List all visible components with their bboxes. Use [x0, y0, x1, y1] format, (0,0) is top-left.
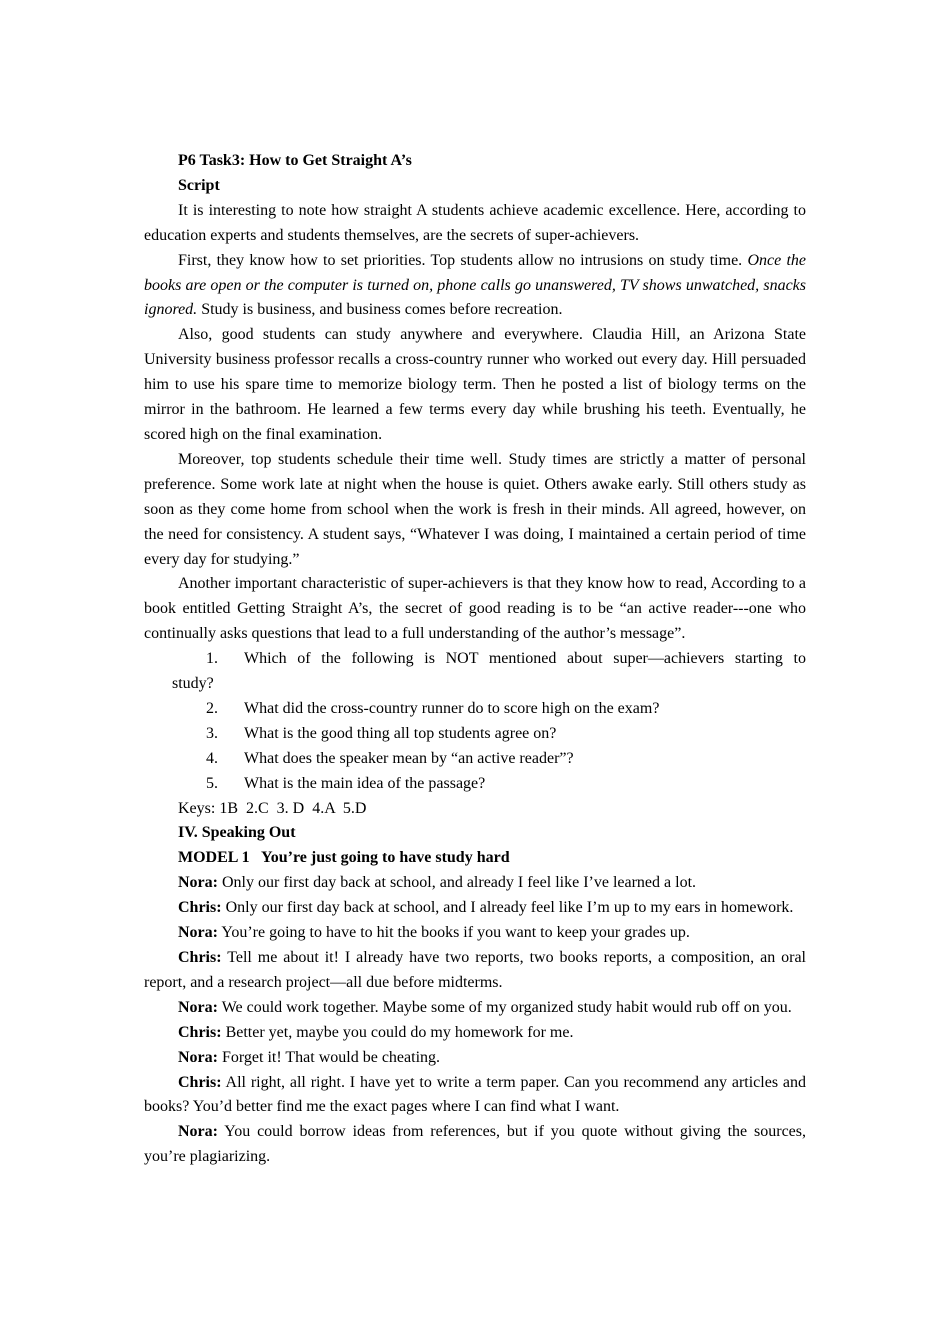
question-item: [144, 647, 806, 672]
paragraph-text: Moreover, top students schedule their time well. Study times are strictly a matter of personal preference. Some work late at night when the house is quiet. Others awake early. Still others study as soon as they come home from school when the work is fresh in their minds. All agreed, however, on the need for consistency. A student says, “Whatever I was doing, I maintained a certain period of time every day for studying.”: [144, 450, 806, 568]
dialogue-text: Tell me about it! I already have two reports, two books reports, a composition, an oral report, and a research project—all due before midterms.: [144, 949, 806, 991]
dialogue-line: [144, 921, 806, 946]
question-text: What is the main idea of the passage?: [244, 774, 486, 792]
question-text: Which of the following is NOT mentioned about super—achievers starting to: [244, 650, 806, 668]
speaker-name: Nora:: [178, 1048, 218, 1066]
dialogue-text: Better yet, maybe you could do my homework for me.: [221, 1023, 574, 1041]
speaker-name: Nora:: [178, 1123, 218, 1141]
dialogue-line: [144, 1021, 806, 1046]
dialogue-text: You could borrow ideas from references, but if you quote without giving the sources, you’re plagiarizing.: [144, 1123, 806, 1166]
dialogue-line: [144, 1071, 806, 1121]
paragraph-text: Another important characteristic of super-achievers is that they know how to read, According to a book entitled Getting Straight A’s, the secret of good reading is to be “an active reader---one who continually asks questions that lead to a full understanding of the author’s message”.: [144, 575, 806, 643]
answer-keys: Keys: 1B 2.C 3. D 4.A 5.D: [178, 799, 367, 817]
speaker-name: Nora:: [178, 924, 218, 942]
dialogue: [144, 871, 806, 1170]
speaker-name: Nora:: [178, 874, 218, 892]
question-number: 3.: [206, 724, 218, 742]
question-number: 2.: [206, 699, 218, 717]
dialogue-line: [144, 1120, 806, 1170]
speaker-name: Chris:: [178, 899, 222, 917]
speaker-name: Nora:: [178, 998, 218, 1016]
question-text: What is the good thing all top students agree on?: [244, 724, 557, 742]
question-item: [144, 747, 806, 772]
question-number: 5.: [206, 774, 218, 792]
question-number: 4.: [206, 749, 218, 767]
paragraph-text: Study is business, and business comes before recreation.: [197, 301, 563, 319]
paragraph-text: It is interesting to note how straight A students achieve academic excellence. Here, according to education experts and students themselves, are the secrets of super-achievers.: [144, 201, 806, 244]
speaker-name: Chris:: [178, 949, 222, 966]
question-text: What does the speaker mean by “an active reader”?: [244, 749, 574, 767]
dialogue-line: [144, 896, 806, 921]
dialogue-text: Only our first day back at school, and I already feel like I’m up to my ears in homework.: [221, 899, 794, 917]
dialogue-text: All right, all right. I have yet to write a term paper. Can you recommend any articles and books? You’d better find me the exact pages where I can find what I want.: [144, 1073, 806, 1116]
dialogue-line: [144, 871, 806, 896]
paragraph-italic-text: Once the books are open or the computer is turned on, phone calls go unanswered, TV shows unwatched, snacks ignored.: [144, 251, 806, 319]
dialogue-text: Only our first day back at school, and already I feel like I’ve learned a lot.: [217, 874, 697, 892]
question-item: [144, 722, 806, 747]
dialogue-text: We could work together. Maybe some of my organized study habit would rub off on you.: [217, 998, 792, 1016]
script-label: Script: [178, 176, 220, 194]
speaker-name: Chris:: [178, 1073, 222, 1091]
question-item: [144, 772, 806, 797]
paragraph: [144, 572, 806, 647]
paragraph: [144, 448, 806, 573]
dialogue-line: [144, 996, 806, 1021]
document-page: [144, 149, 806, 1170]
paragraph: [144, 323, 806, 448]
question-text: What did the cross-country runner do to score high on the exam?: [244, 699, 660, 717]
paragraph: [144, 199, 806, 249]
dialogue-text: You’re going to have to hit the books if you want to keep your grades up.: [217, 924, 690, 942]
dialogue-line: [144, 946, 806, 996]
paragraph: [144, 249, 806, 324]
speaker-name: Chris:: [178, 1023, 222, 1041]
paragraph-text: First, they know how to set priorities. Top students allow no intrusions on study time.: [178, 251, 748, 269]
document-title: P6 Task3: How to Get Straight A’s: [178, 152, 412, 169]
paragraph-text: Also, good students can study anywhere and everywhere. Claudia Hill, an Arizona State University business professor recalls a cross-country runner who worked out every day. Hill persuaded him to use his spare time to memorize biology term. Then he posted a list of biology terms on the mirror in the bathroom. He learned a few terms every day while brushing his teeth. Eventually, he scored high on the final examination.: [144, 326, 806, 443]
section-heading: IV. Speaking Out: [178, 824, 296, 842]
dialogue-text: Forget it! That would be cheating.: [217, 1048, 441, 1066]
model-title: MODEL 1 You’re just going to have study hard: [178, 849, 510, 867]
question-number: 1.: [206, 650, 218, 668]
dialogue-line: [144, 1046, 806, 1071]
question-continuation: study?: [172, 675, 214, 693]
question-item: [144, 697, 806, 722]
